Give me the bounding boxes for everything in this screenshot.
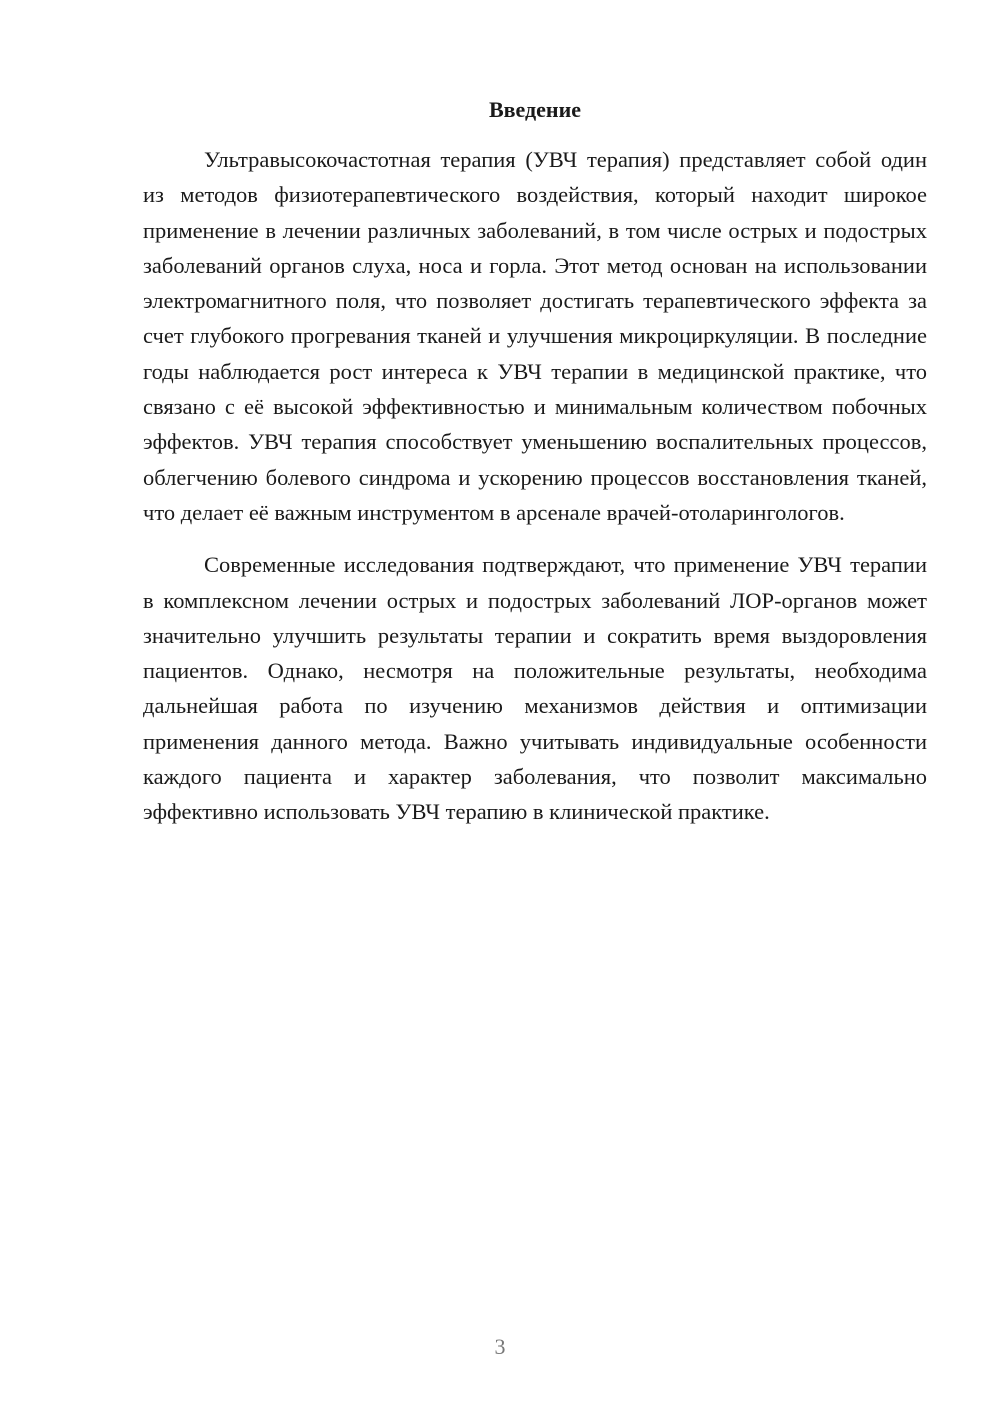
paragraph-2: Современные исследования подтверждают, что применение УВЧ терапии в комплексном лечении острых и подострых заболеваний ЛОР-органов может значительно улучшить результаты терапии и сократить время выздоровления пациентов. Однако, несмотря на положительные результаты, необходима дальнейшая работа по изучению механизмов действия и оптимизации применения данного метода. Важно учитывать индивидуальные особенности каждого пациента и характер заболевания, что позволит максимально эффективно использовать УВЧ терапию в клинической практике. — [143, 552, 927, 825]
page-number: 3 — [494, 1334, 506, 1359]
section-title: Введение — [488, 97, 582, 122]
page-content — [143, 92, 927, 830]
paragraph-1: Ультравысокочастотная терапия (УВЧ терапия) представляет собой один из методов физиотерапевтического воздействия, который находит широкое применение в лечении различных заболеваний, в том числе острых и подострых заболеваний органов слуха, носа и горла. Этот метод основан на использовании электромагнитного поля, что позволяет достигать терапевтического эффекта за счет глубокого прогревания тканей и улучшения микроциркуляции. В последние годы наблюдается рост интереса к УВЧ терапии в медицинской практике, что связано с её высокой эффективностью и минимальным количеством побочных эффектов. УВЧ терапия способствует уменьшению воспалительных процессов, облегчению болевого синдрома и ускорению процессов восстановления тканей, что делает её важным инструментом в арсенале врачей-отоларингологов. — [143, 147, 927, 525]
